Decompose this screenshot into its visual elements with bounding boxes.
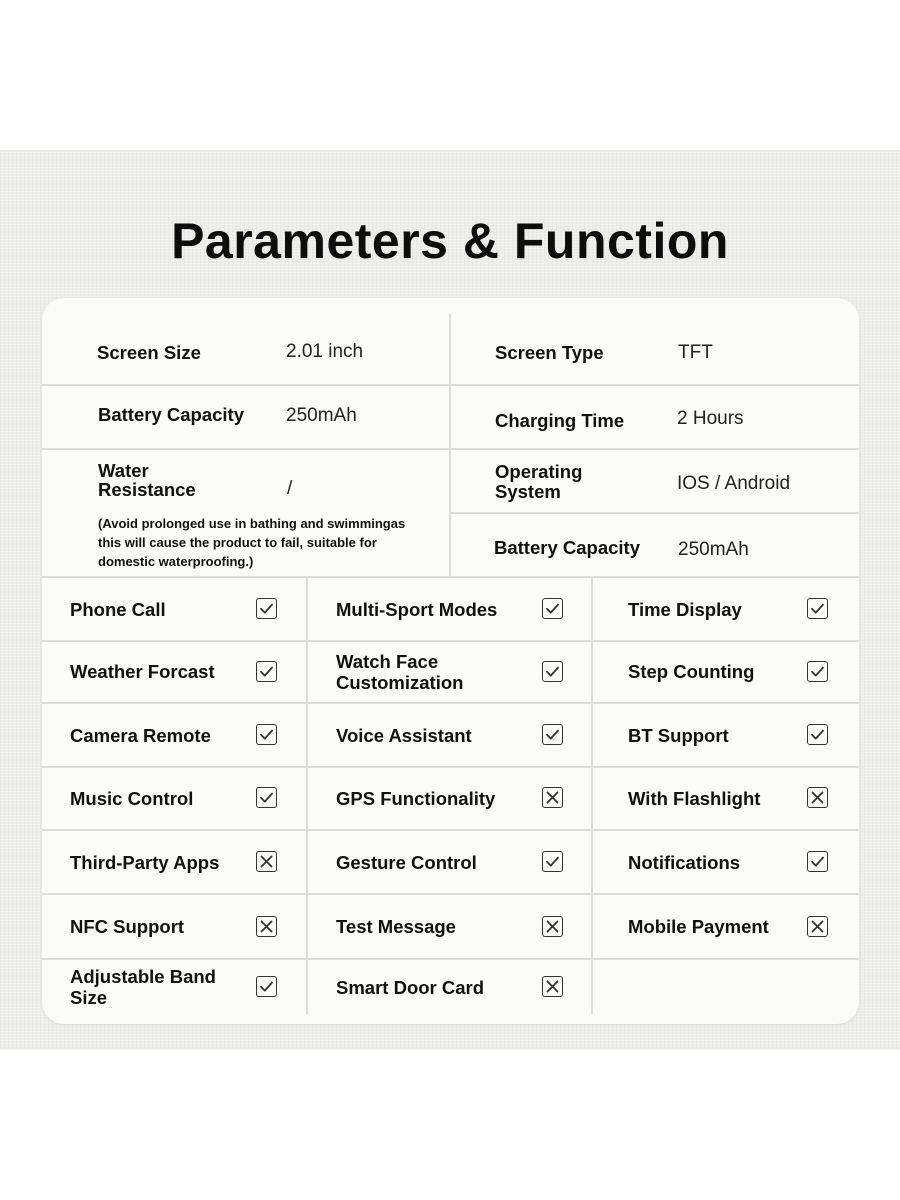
cross-box-icon: [807, 787, 828, 808]
check-box-icon: [542, 598, 563, 619]
check-box-icon: [807, 598, 828, 619]
cross-box-icon: [542, 976, 563, 997]
feature-label-gesture-control: Gesture Control: [336, 851, 477, 873]
spec-value-battery-capacity-2: 250mAh: [678, 539, 749, 560]
check-box-icon: [807, 851, 828, 872]
divider: [42, 384, 859, 386]
feature-label-with-flashlight: With Flashlight: [628, 787, 761, 809]
feature-label-camera-remote: Camera Remote: [70, 724, 211, 746]
feature-label-smart-door-card: Smart Door Card: [336, 976, 485, 998]
spec-label-screen-size: Screen Size: [97, 342, 201, 363]
spec-value-charging-time: 2 Hours: [677, 408, 744, 429]
page-title: Parameters & Function: [171, 213, 729, 269]
divider: [42, 766, 859, 768]
feature-label-watch-face-customization: Watch Face Customization: [336, 650, 464, 693]
spec-label-screen-type: Screen Type: [495, 342, 604, 363]
spec-value-battery-capacity: 250mAh: [286, 405, 357, 426]
cross-box-icon: [542, 787, 563, 808]
divider: [306, 576, 308, 1014]
spec-label-operating-system-2: System: [495, 481, 561, 502]
feature-label-nfc-support: NFC Support: [70, 916, 185, 937]
spec-value-operating-system: IOS / Android: [677, 473, 791, 494]
spec-label-water-resistance-1: Water: [98, 460, 149, 481]
feature-label-mobile-payment: Mobile Payment: [628, 916, 769, 937]
spec-value-screen-size: 2.01 inch: [286, 341, 364, 362]
check-box-icon: [256, 661, 277, 682]
cross-box-icon: [542, 916, 563, 937]
check-box-icon: [256, 976, 277, 997]
divider: [42, 640, 859, 642]
check-box-icon: [256, 724, 277, 745]
check-box-icon: [807, 724, 828, 745]
feature-label-multi-sport-modes: Multi-Sport Modes: [336, 598, 498, 620]
spec-label-battery-capacity: Battery Capacity: [98, 404, 245, 425]
divider: [42, 702, 859, 704]
check-box-icon: [256, 598, 277, 619]
cross-box-icon: [256, 851, 277, 872]
divider: [42, 893, 859, 895]
divider: [42, 829, 859, 831]
feature-label-gps-functionality: GPS Functionality: [336, 787, 496, 809]
spec-label-water-resistance-2: Resistance: [98, 479, 196, 500]
feature-label-bt-support: BT Support: [628, 724, 729, 746]
feature-label-step-counting: Step Counting: [628, 661, 755, 682]
feature-label-adjustable-band-size: Adjustable Band Size: [70, 966, 216, 1008]
check-box-icon: [807, 661, 828, 682]
cross-box-icon: [256, 916, 277, 937]
spec-value-water-resistance: /: [287, 478, 293, 499]
spec-label-operating-system-1: Operating: [495, 461, 583, 482]
feature-label-phone-call: Phone Call: [70, 598, 166, 620]
feature-label-music-control: Music Control: [70, 787, 194, 809]
feature-label-voice-assistant: Voice Assistant: [336, 724, 472, 746]
spec-label-battery-capacity-2: Battery Capacity: [494, 537, 641, 558]
divider: [591, 576, 593, 1014]
divider: [450, 512, 859, 514]
feature-label-test-message: Test Message: [336, 916, 456, 937]
feature-label-third-party-apps: Third-Party Apps: [70, 851, 220, 873]
feature-label-time-display: Time Display: [628, 598, 742, 620]
divider: [449, 314, 451, 576]
divider: [42, 448, 859, 450]
feature-label-weather-forcast: Weather Forcast: [70, 661, 215, 682]
check-box-icon: [256, 787, 277, 808]
feature-label-notifications: Notifications: [628, 851, 741, 873]
water-resistance-note: (Avoid prolonged use in bathing and swimmingas this will cause the product to fail, suitable for domestic waterproofing.): [98, 516, 406, 569]
cross-box-icon: [807, 916, 828, 937]
spec-label-charging-time: Charging Time: [495, 410, 625, 431]
check-box-icon: [542, 661, 563, 682]
divider: [42, 576, 859, 578]
divider: [42, 958, 859, 960]
check-box-icon: [542, 851, 563, 872]
spec-value-screen-type: TFT: [678, 342, 713, 363]
check-box-icon: [542, 724, 563, 745]
